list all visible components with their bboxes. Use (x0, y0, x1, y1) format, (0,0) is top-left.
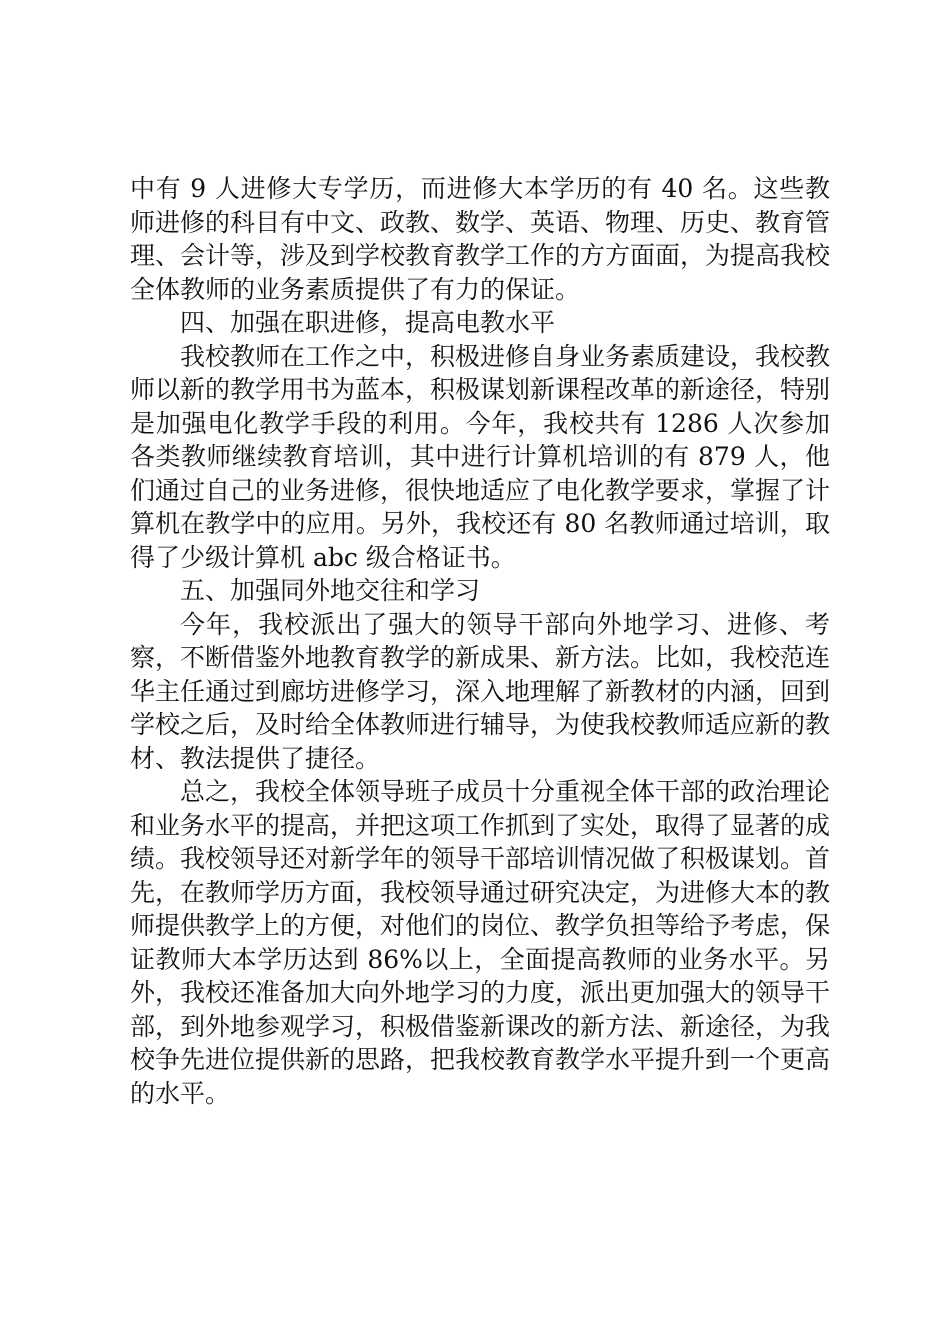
paragraph-section-five: 今年，我校派出了强大的领导干部向外地学习、进修、考察，不断借鉴外地教育教学的新成果、新方法。比如，我校范连华主任通过到廊坊进修学习，深入地理解了新教材的内涵，回到学校之后，及时给全体教师进行辅导，为使我校教师适应新的教材、教法提供了捷径。 (130, 609, 831, 773)
paragraph-continued: 中有 9 人进修大专学历，而进修大本学历的有 40 名。这些教师进修的科目有中文、政教、数学、英语、物理、历史、教育管理、会计等，涉及到学校教育教学工作的方方面面，为提高我校全体教师的业务素质提供了有力的保证。 (130, 174, 831, 304)
paragraph-summary: 总之，我校全体领导班子成员十分重视全体干部的政治理论和业务水平的提高，并把这项工作抓到了实处，取得了显著的成绩。我校领导还对新学年的领导干部培训情况做了积极谋划。首先，在教师学历方面，我校领导通过研究决定，为进修大本的教师提供教学上的方便，对他们的岗位、教学负担等给予考虑，保证教师大本学历达到 86%以上，全面提高教师的业务水平。另外，我校还准备加大向外地学习的力度，派出更加强大的领导干部，到外地参观学习，积极借鉴新课改的新方法、新途径，为我校争先进位提供新的思路，把我校教育教学水平提升到一个更高的水平。 (130, 777, 831, 1108)
section-heading-five: 五、加强同外地交往和学习 (180, 576, 481, 605)
section-heading-four: 四、加强在职进修，提高电教水平 (180, 308, 556, 337)
paragraph-section-four: 我校教师在工作之中，积极进修自身业务素质建设，我校教师以新的教学用书为蓝本，积极谋划新课程改革的新途径，特别是加强电化教学手段的利用。今年，我校共有 1286 人次参加各类教师继续教育培训，其中进行计算机培训的有 879 人，他们通过自己的业务进修，很快地适应了电化教学要求，掌握了计算机在教学中的应用。另外，我校还有 80 名教师通过培训，取得了少级计算机 abc 级合格证书。 (130, 341, 831, 572)
document-page (130, 172, 830, 1110)
